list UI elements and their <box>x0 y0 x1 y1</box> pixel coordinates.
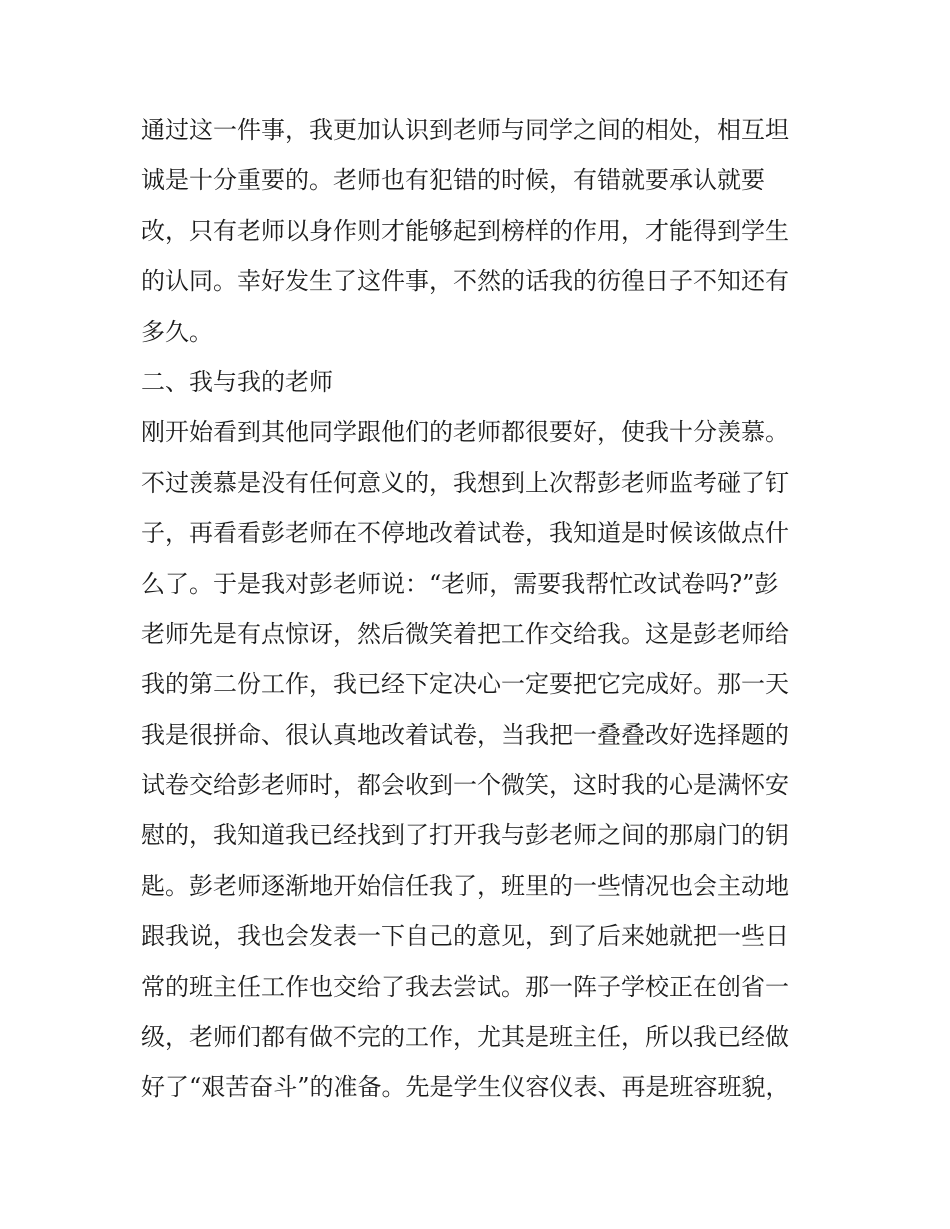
text-line: 改，只有老师以身作则才能够起到榜样的作用，才能得到学生 <box>141 216 789 245</box>
text-line: 诚是十分重要的。老师也有犯错的时候，有错就要承认就要 <box>141 166 765 195</box>
text-line: 跟我说，我也会发表一下自己的意见，到了后来她就把一些日 <box>141 922 789 951</box>
text-line: 我是很拼命、很认真地改着试卷，当我把一叠叠改好选择题的 <box>141 720 789 749</box>
text-line: 试卷交给彭老师时，都会收到一个微笑，这时我的心是满怀安 <box>141 771 789 800</box>
text-line: 通过这一件事，我更加认识到老师与同学之间的相处，相互坦 <box>141 116 789 144</box>
text-line: 好了“艰苦奋斗”的准备。先是学生仪容仪表、再是班容班貌， <box>141 1073 790 1102</box>
text-line: 匙。彭老师逐渐地开始信任我了，班里的一些情况也会主动地 <box>141 871 789 900</box>
text-line: 级，老师们都有做不完的工作，尤其是班主任，所以我已经做 <box>141 1023 789 1052</box>
text-line: 老师先是有点惊讶，然后微笑着把工作交给我。这是彭老师给 <box>141 619 789 648</box>
text-line: 不过羡慕是没有任何意义的，我想到上次帮彭老师监考碰了钉 <box>141 468 789 497</box>
text-line: 常的班主任工作也交给了我去尝试。那一阵子学校正在创省一 <box>141 972 789 1001</box>
body-text <box>141 105 821 1113</box>
text-line: 我的第二份工作，我已经下定决心一定要把它完成好。那一天 <box>141 670 789 699</box>
text-line: 刚开始看到其他同学跟他们的老师都很要好，使我十分羡慕。 <box>141 418 789 447</box>
text-line: 么了。于是我对彭老师说：“老师，需要我帮忙改试卷吗?”彭 <box>141 569 779 598</box>
text-line: 多久。 <box>141 317 213 346</box>
text-line: 子，再看看彭老师在不停地改着试卷，我知道是时候该做点什 <box>141 519 789 548</box>
text-line: 慰的，我知道我已经找到了打开我与彭老师之间的那扇门的钥 <box>141 821 789 850</box>
text-line: 的认同。幸好发生了这件事，不然的话我的彷徨日子不知还有 <box>141 267 789 296</box>
section-heading: 二、我与我的老师 <box>141 367 333 396</box>
